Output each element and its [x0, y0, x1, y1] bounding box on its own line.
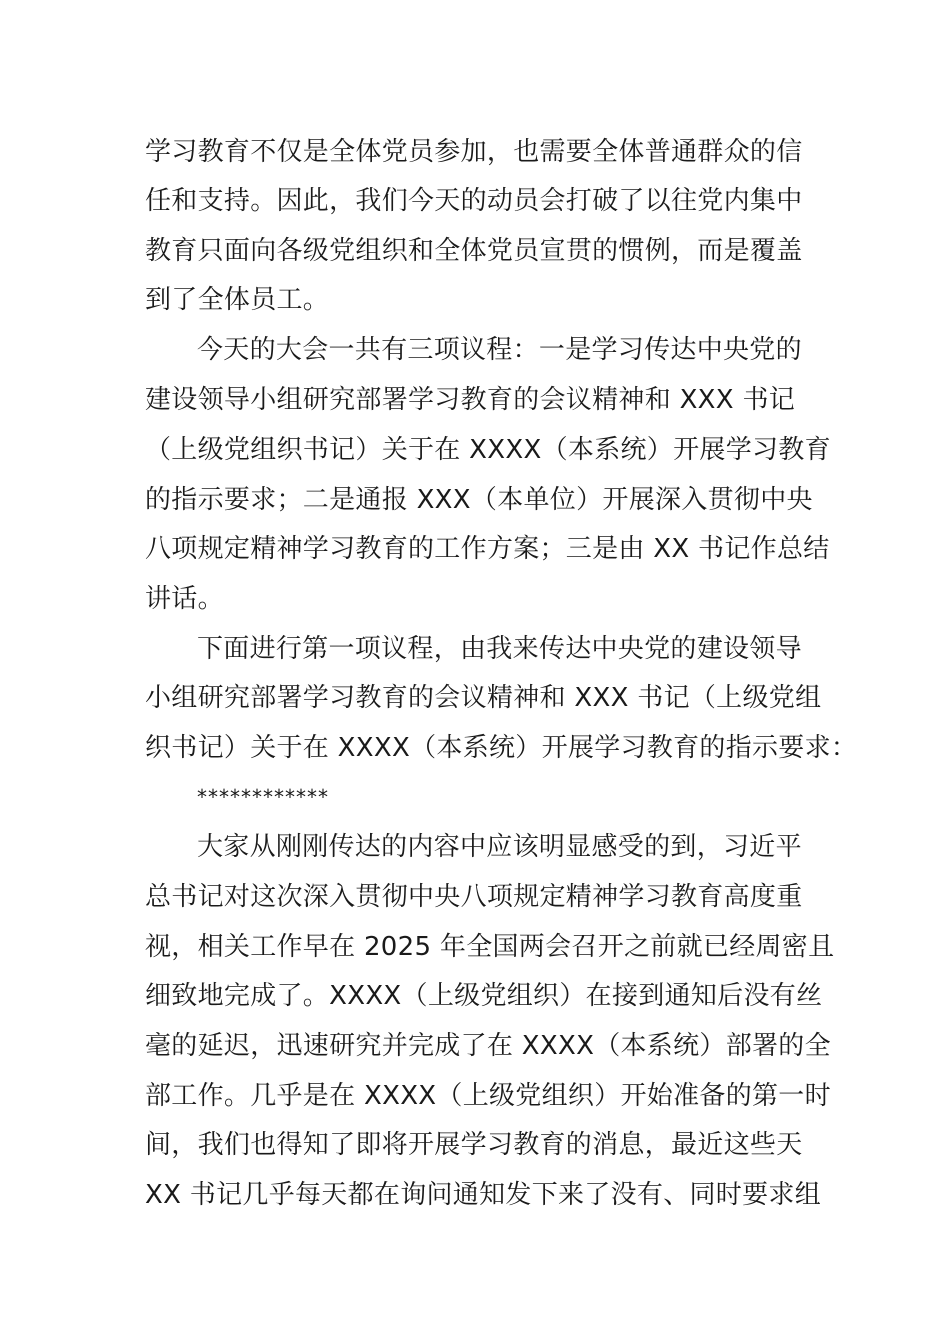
paragraph-first-line: 下面进行第一项议程，由我来传达中央党的建设领导	[197, 634, 802, 664]
body-text-line: 总书记对这次深入贯彻中央八项规定精神学习教育高度重	[145, 882, 803, 912]
body-text-line: 任和支持。因此，我们今天的动员会打破了以往党内集中	[145, 186, 803, 216]
body-text-line: 教育只面向各级党组织和全体党员宣贯的惯例，而是覆盖	[145, 236, 803, 266]
body-text-line: 讲话。	[145, 584, 224, 614]
body-text-line: 部工作。几乎是在 XXXX（上级党组织）开始准备的第一时	[145, 1081, 831, 1111]
body-text-line: 间，我们也得知了即将开展学习教育的消息，最近这些天	[145, 1130, 803, 1160]
body-text-line: 织书记）关于在 XXXX（本系统）开展学习教育的指示要求：	[145, 733, 858, 763]
body-text-line: 的指示要求；二是通报 XXX（本单位）开展深入贯彻中央	[145, 485, 813, 515]
body-text-line: （上级党组织书记）关于在 XXXX（本系统）开展学习教育	[145, 435, 831, 465]
body-text-line: 毫的延迟，迅速研究并完成了在 XXXX（本系统）部署的全	[145, 1031, 831, 1061]
body-text-line: 细致地完成了。XXXX（上级党组织）在接到通知后没有丝	[145, 981, 823, 1011]
body-text-line: 八项规定精神学习教育的工作方案；三是由 XX 书记作总结	[145, 534, 830, 564]
body-text-line: 学习教育不仅是全体党员参加，也需要全体普通群众的信	[145, 137, 803, 167]
body-text-line: 到了全体员工。	[145, 285, 330, 315]
paragraph-first-line: 大家从刚刚传达的内容中应该明显感受的到，习近平	[197, 832, 802, 862]
paragraph-first-line: 今天的大会一共有三项议程：一是学习传达中央党的	[197, 335, 802, 365]
asterisk-placeholder: ************	[197, 785, 329, 809]
body-text-line: XX 书记几乎每天都在询问通知发下来了没有、同时要求组	[145, 1180, 821, 1210]
body-text-line: 小组研究部署学习教育的会议精神和 XXX 书记（上级党组	[145, 683, 822, 713]
body-text-line: 视，相关工作早在 2025 年全国两会召开之前就已经周密且	[145, 932, 835, 962]
body-text-line: 建设领导小组研究部署学习教育的会议精神和 XXX 书记	[145, 385, 796, 415]
